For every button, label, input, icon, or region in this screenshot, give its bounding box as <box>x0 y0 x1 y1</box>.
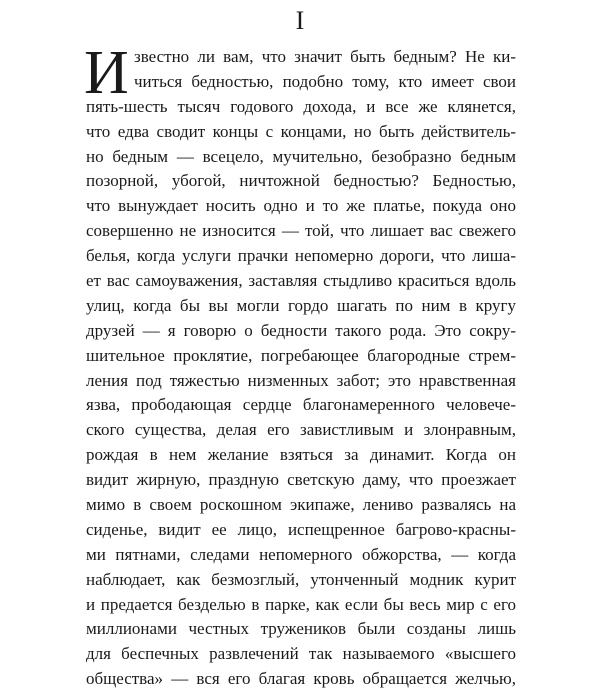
text-line: читься бедностью, подобно тому, кто имеет свои <box>134 71 516 91</box>
text-line: ления под тяжестью низменных забот; это нравственная <box>86 370 516 390</box>
text-line: белья, когда услуги прачки непомерно дороги, что лиша- <box>86 246 516 266</box>
drop-cap: И <box>84 39 129 107</box>
text-line: и предается безделью в парке, как если бы весь мир с его <box>86 594 516 614</box>
text-line: мимо в своем роскошном экипаже, лениво развалясь на <box>86 495 516 515</box>
text-line: язва, прободающая сердце благонамеренного человече- <box>86 395 516 415</box>
text-line: совершенно не износится — той, что лишает вас свежего <box>86 221 516 241</box>
text-line: звестно ли вам, что значит быть бедным? Не ки- <box>134 47 516 66</box>
text-line: что едва сводит концы с концами, но быть действитель- <box>86 121 516 141</box>
text-line: видит жирную, праздную светскую даму, что проезжает <box>86 470 516 490</box>
text-line: для беспечных развлечений так называемого «высшего <box>86 644 516 664</box>
text-line: ми пятнами, следами непомерного обжорства, — когда <box>86 544 516 564</box>
text-line: ского существа, делая его завистливым и злонравным, <box>86 420 516 440</box>
text-line: наблюдает, как безмозглый, утонченный модник курит <box>86 569 516 589</box>
text-line: общества» — вся его благая кровь обращается желчью, <box>86 669 516 689</box>
text-line: позорной, убогой, ничтожной бедностью? Бедностью, <box>86 171 516 191</box>
paragraph <box>84 39 516 692</box>
text-line: сиденье, видит ее лицо, испещренное багрово-красны- <box>86 519 516 539</box>
text-line: что вынуждает носить одно и то же платье, покуда оно <box>86 196 516 216</box>
text-line: миллионами честных тружеников были созданы лишь <box>86 619 516 639</box>
text-line: улиц, когда бы вы могли гордо шагать по ним в кругу <box>86 295 516 315</box>
text-line: рождая в нем желание взяться за динамит. Когда он <box>86 445 516 465</box>
text-line: но бедным — всецело, мучительно, безобразно бедным <box>86 146 516 166</box>
text-line: друзей — я говорю о бедности такого рода. Это сокру- <box>86 320 516 340</box>
text-line: ет вас самоуважения, заставляя стыдливо краситься вдоль <box>86 271 516 291</box>
chapter-numeral: I <box>295 6 305 35</box>
text-line: пять-шесть тысяч годового дохода, и все же клянется, <box>86 96 516 116</box>
text-line: шительное проклятие, погребающее благородные стрем- <box>86 345 516 365</box>
